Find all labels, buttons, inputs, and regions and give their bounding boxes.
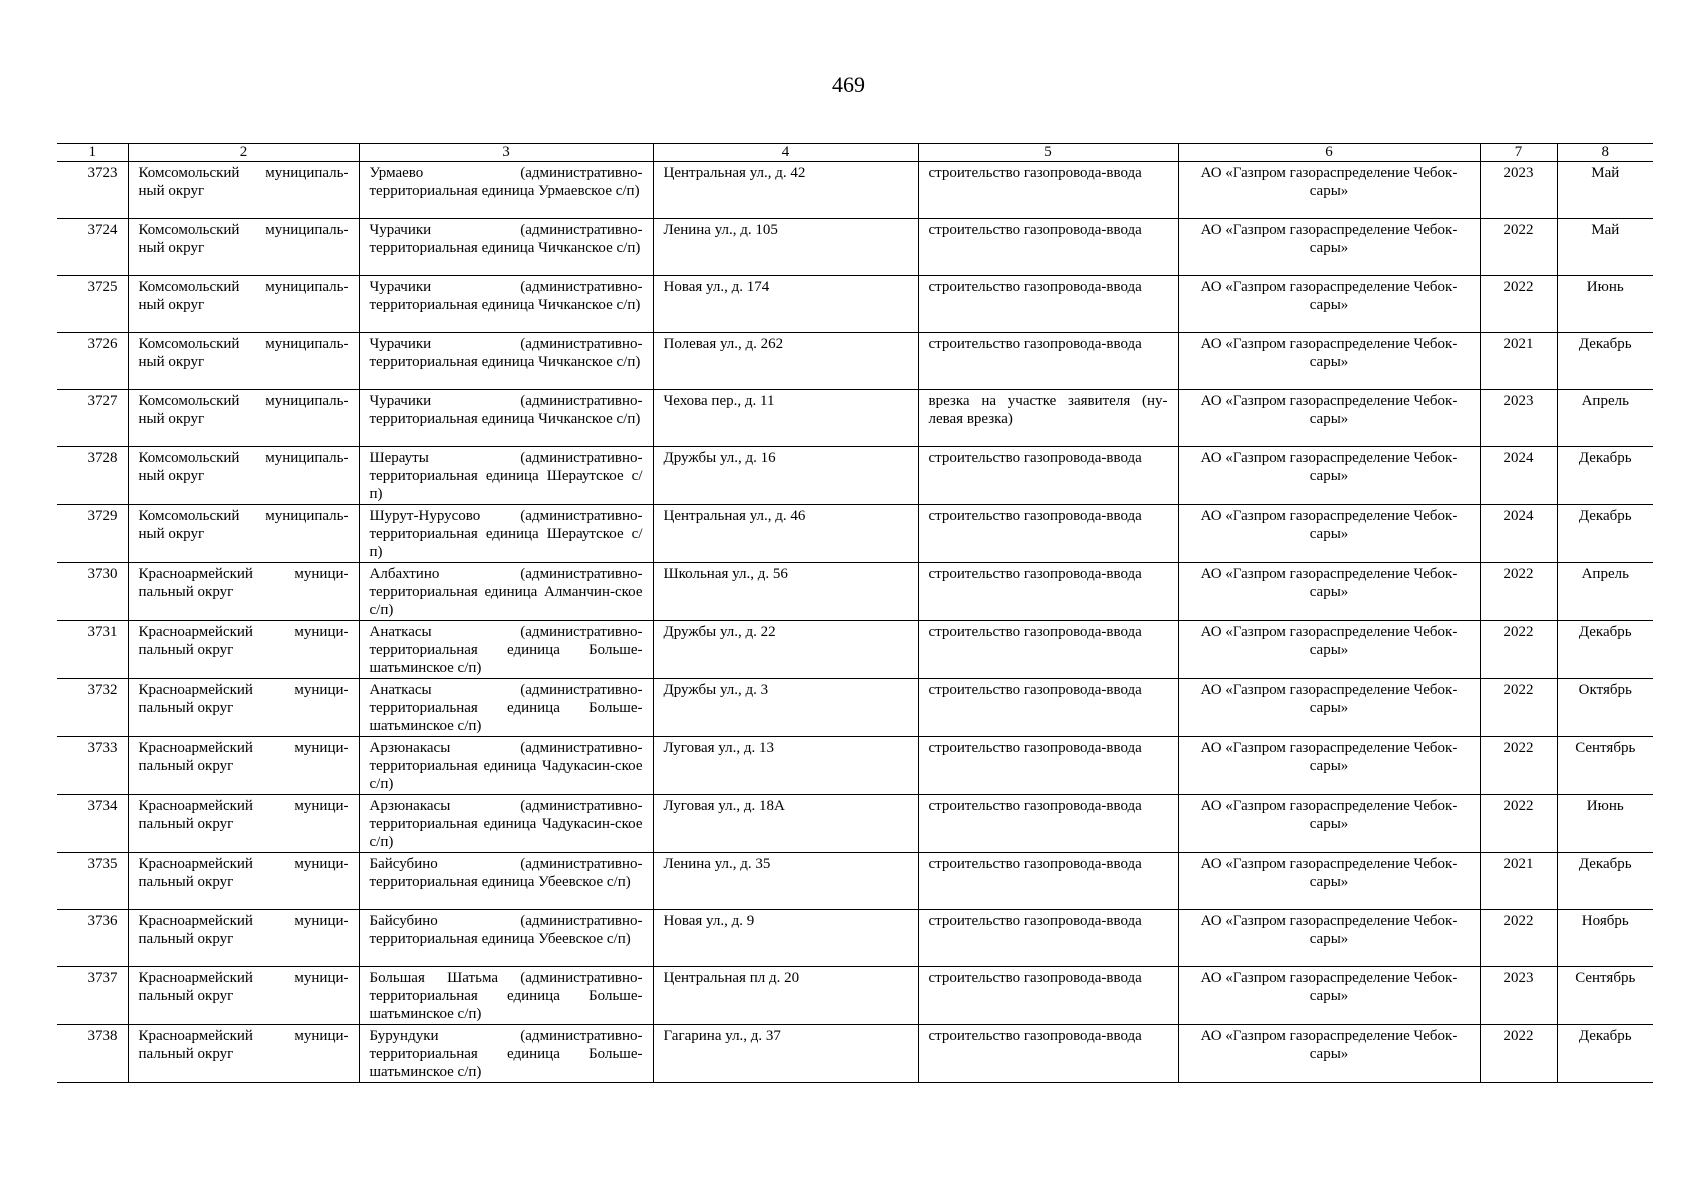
table-row [57, 795, 1653, 853]
address-cell: Ленина ул., д. 35 [653, 853, 918, 910]
district-cell: Красноармейский муници-пальный округ [128, 795, 359, 853]
work-type-cell: строительство газопровода-ввода [918, 621, 1178, 679]
district-cell: Комсомольский муниципаль-ный округ [128, 333, 359, 390]
year-cell: 2022 [1480, 679, 1557, 737]
district-cell: Красноармейский муници-пальный округ [128, 679, 359, 737]
address-cell: Луговая ул., д. 18А [653, 795, 918, 853]
organization-cell: АО «Газпром газораспределение Чебок-сары» [1178, 1025, 1480, 1083]
settlement-cell: Шурут-Нурусово (административно-территориальная единица Шераутское с/п) [359, 505, 653, 563]
month-cell: Октябрь [1557, 679, 1653, 737]
organization-cell: АО «Газпром газораспределение Чебок-сары» [1178, 276, 1480, 333]
month-cell: Сентябрь [1557, 967, 1653, 1025]
work-type-cell: строительство газопровода-ввода [918, 795, 1178, 853]
month-cell: Декабрь [1557, 621, 1653, 679]
settlement-cell: Урмаево (административно-территориальная единица Урмаевское с/п) [359, 162, 653, 219]
organization-cell: АО «Газпром газораспределение Чебок-сары» [1178, 563, 1480, 621]
table-row [57, 390, 1653, 447]
organization-cell: АО «Газпром газораспределение Чебок-сары» [1178, 910, 1480, 967]
district-cell: Красноармейский муници-пальный округ [128, 967, 359, 1025]
work-type-cell: строительство газопровода-ввода [918, 967, 1178, 1025]
district-cell: Красноармейский муници-пальный округ [128, 563, 359, 621]
data-table [57, 143, 1653, 1083]
table-row [57, 447, 1653, 505]
settlement-cell: Чурачики (административно-территориальная единица Чичканское с/п) [359, 276, 653, 333]
year-cell: 2022 [1480, 795, 1557, 853]
organization-cell: АО «Газпром газораспределение Чебок-сары» [1178, 967, 1480, 1025]
address-cell: Дружбы ул., д. 16 [653, 447, 918, 505]
year-cell: 2024 [1480, 505, 1557, 563]
year-cell: 2022 [1480, 276, 1557, 333]
row-number: 3729 [57, 505, 128, 563]
work-type-cell: строительство газопровода-ввода [918, 563, 1178, 621]
column-number: 4 [653, 144, 918, 162]
address-cell: Дружбы ул., д. 3 [653, 679, 918, 737]
row-number: 3735 [57, 853, 128, 910]
district-cell: Комсомольский муниципаль-ный округ [128, 447, 359, 505]
table-row [57, 679, 1653, 737]
district-cell: Комсомольский муниципаль-ный округ [128, 390, 359, 447]
year-cell: 2021 [1480, 333, 1557, 390]
month-cell: Декабрь [1557, 853, 1653, 910]
address-cell: Полевая ул., д. 262 [653, 333, 918, 390]
column-number: 6 [1178, 144, 1480, 162]
month-cell: Май [1557, 162, 1653, 219]
column-number: 3 [359, 144, 653, 162]
table-row [57, 1025, 1653, 1083]
organization-cell: АО «Газпром газораспределение Чебок-сары» [1178, 737, 1480, 795]
table-row [57, 162, 1653, 219]
row-number: 3724 [57, 219, 128, 276]
settlement-cell: Чурачики (административно-территориальная единица Чичканское с/п) [359, 333, 653, 390]
year-cell: 2022 [1480, 1025, 1557, 1083]
column-number: 7 [1480, 144, 1557, 162]
address-cell: Новая ул., д. 174 [653, 276, 918, 333]
column-number: 2 [128, 144, 359, 162]
year-cell: 2022 [1480, 219, 1557, 276]
settlement-cell: Анаткасы (административно-территориальная единица Больше-шатьминское с/п) [359, 621, 653, 679]
row-number: 3728 [57, 447, 128, 505]
district-cell: Красноармейский муници-пальный округ [128, 1025, 359, 1083]
row-number: 3732 [57, 679, 128, 737]
settlement-cell: Чурачики (административно-территориальная единица Чичканское с/п) [359, 390, 653, 447]
address-cell: Чехова пер., д. 11 [653, 390, 918, 447]
organization-cell: АО «Газпром газораспределение Чебок-сары» [1178, 333, 1480, 390]
year-cell: 2022 [1480, 910, 1557, 967]
page-number: 469 [832, 72, 865, 97]
address-cell: Луговая ул., д. 13 [653, 737, 918, 795]
district-cell: Комсомольский муниципаль-ный округ [128, 505, 359, 563]
row-number: 3726 [57, 333, 128, 390]
address-cell: Центральная ул., д. 46 [653, 505, 918, 563]
organization-cell: АО «Газпром газораспределение Чебок-сары» [1178, 679, 1480, 737]
row-number: 3730 [57, 563, 128, 621]
month-cell: Апрель [1557, 390, 1653, 447]
column-number-row [57, 144, 1653, 162]
year-cell: 2023 [1480, 390, 1557, 447]
work-type-cell: строительство газопровода-ввода [918, 276, 1178, 333]
work-type-cell: строительство газопровода-ввода [918, 737, 1178, 795]
address-cell: Ленина ул., д. 105 [653, 219, 918, 276]
table-row [57, 967, 1653, 1025]
settlement-cell: Большая Шатьма (административно-территориальная единица Больше-шатьминское с/п) [359, 967, 653, 1025]
work-type-cell: строительство газопровода-ввода [918, 219, 1178, 276]
month-cell: Июнь [1557, 276, 1653, 333]
month-cell: Декабрь [1557, 447, 1653, 505]
settlement-cell: Арзюнакасы (административно-территориальная единица Чадукасин-ское с/п) [359, 795, 653, 853]
table-row [57, 505, 1653, 563]
table-row [57, 276, 1653, 333]
month-cell: Декабрь [1557, 333, 1653, 390]
organization-cell: АО «Газпром газораспределение Чебок-сары» [1178, 390, 1480, 447]
work-type-cell: строительство газопровода-ввода [918, 1025, 1178, 1083]
year-cell: 2022 [1480, 563, 1557, 621]
work-type-cell: строительство газопровода-ввода [918, 162, 1178, 219]
settlement-cell: Байсубино (административно-территориальная единица Убеевское с/п) [359, 910, 653, 967]
district-cell: Красноармейский муници-пальный округ [128, 737, 359, 795]
month-cell: Июнь [1557, 795, 1653, 853]
district-cell: Красноармейский муници-пальный округ [128, 910, 359, 967]
month-cell: Декабрь [1557, 505, 1653, 563]
table-row [57, 563, 1653, 621]
column-number: 1 [57, 144, 128, 162]
address-cell: Центральная ул., д. 42 [653, 162, 918, 219]
work-type-cell: строительство газопровода-ввода [918, 679, 1178, 737]
year-cell: 2023 [1480, 967, 1557, 1025]
district-cell: Красноармейский муници-пальный округ [128, 621, 359, 679]
address-cell: Дружбы ул., д. 22 [653, 621, 918, 679]
month-cell: Апрель [1557, 563, 1653, 621]
organization-cell: АО «Газпром газораспределение Чебок-сары» [1178, 853, 1480, 910]
row-number: 3725 [57, 276, 128, 333]
row-number: 3733 [57, 737, 128, 795]
work-type-cell: врезка на участке заявителя (ну-левая врезка) [918, 390, 1178, 447]
row-number: 3737 [57, 967, 128, 1025]
settlement-cell: Албахтино (административно-территориальная единица Алманчин-ское с/п) [359, 563, 653, 621]
row-number: 3736 [57, 910, 128, 967]
table-row [57, 910, 1653, 967]
table-body [57, 162, 1653, 1083]
settlement-cell: Байсубино (административно-территориальная единица Убеевское с/п) [359, 853, 653, 910]
settlement-cell: Анаткасы (административно-территориальная единица Больше-шатьминское с/п) [359, 679, 653, 737]
work-type-cell: строительство газопровода-ввода [918, 910, 1178, 967]
year-cell: 2023 [1480, 162, 1557, 219]
month-cell: Сентябрь [1557, 737, 1653, 795]
month-cell: Май [1557, 219, 1653, 276]
address-cell: Школьная ул., д. 56 [653, 563, 918, 621]
organization-cell: АО «Газпром газораспределение Чебок-сары» [1178, 505, 1480, 563]
district-cell: Комсомольский муниципаль-ный округ [128, 219, 359, 276]
address-cell: Гагарина ул., д. 37 [653, 1025, 918, 1083]
work-type-cell: строительство газопровода-ввода [918, 333, 1178, 390]
column-number: 8 [1557, 144, 1653, 162]
address-cell: Центральная пл д. 20 [653, 967, 918, 1025]
row-number: 3727 [57, 390, 128, 447]
work-type-cell: строительство газопровода-ввода [918, 853, 1178, 910]
organization-cell: АО «Газпром газораспределение Чебок-сары» [1178, 219, 1480, 276]
column-number: 5 [918, 144, 1178, 162]
month-cell: Декабрь [1557, 1025, 1653, 1083]
row-number: 3738 [57, 1025, 128, 1083]
district-cell: Комсомольский муниципаль-ный округ [128, 276, 359, 333]
district-cell: Красноармейский муници-пальный округ [128, 853, 359, 910]
row-number: 3723 [57, 162, 128, 219]
settlement-cell: Бурундуки (административно-территориальная единица Больше-шатьминское с/п) [359, 1025, 653, 1083]
year-cell: 2022 [1480, 737, 1557, 795]
organization-cell: АО «Газпром газораспределение Чебок-сары» [1178, 447, 1480, 505]
table-row [57, 219, 1653, 276]
work-type-cell: строительство газопровода-ввода [918, 447, 1178, 505]
row-number: 3731 [57, 621, 128, 679]
table-row [57, 737, 1653, 795]
district-cell: Комсомольский муниципаль-ный округ [128, 162, 359, 219]
organization-cell: АО «Газпром газораспределение Чебок-сары» [1178, 621, 1480, 679]
row-number: 3734 [57, 795, 128, 853]
settlement-cell: Арзюнакасы (административно-территориальная единица Чадукасин-ское с/п) [359, 737, 653, 795]
table-row [57, 853, 1653, 910]
year-cell: 2024 [1480, 447, 1557, 505]
organization-cell: АО «Газпром газораспределение Чебок-сары» [1178, 795, 1480, 853]
address-cell: Новая ул., д. 9 [653, 910, 918, 967]
year-cell: 2021 [1480, 853, 1557, 910]
work-type-cell: строительство газопровода-ввода [918, 505, 1178, 563]
table-row [57, 621, 1653, 679]
settlement-cell: Шерауты (административно-территориальная единица Шераутское с/п) [359, 447, 653, 505]
organization-cell: АО «Газпром газораспределение Чебок-сары» [1178, 162, 1480, 219]
month-cell: Ноябрь [1557, 910, 1653, 967]
table-row [57, 333, 1653, 390]
year-cell: 2022 [1480, 621, 1557, 679]
settlement-cell: Чурачики (административно-территориальная единица Чичканское с/п) [359, 219, 653, 276]
